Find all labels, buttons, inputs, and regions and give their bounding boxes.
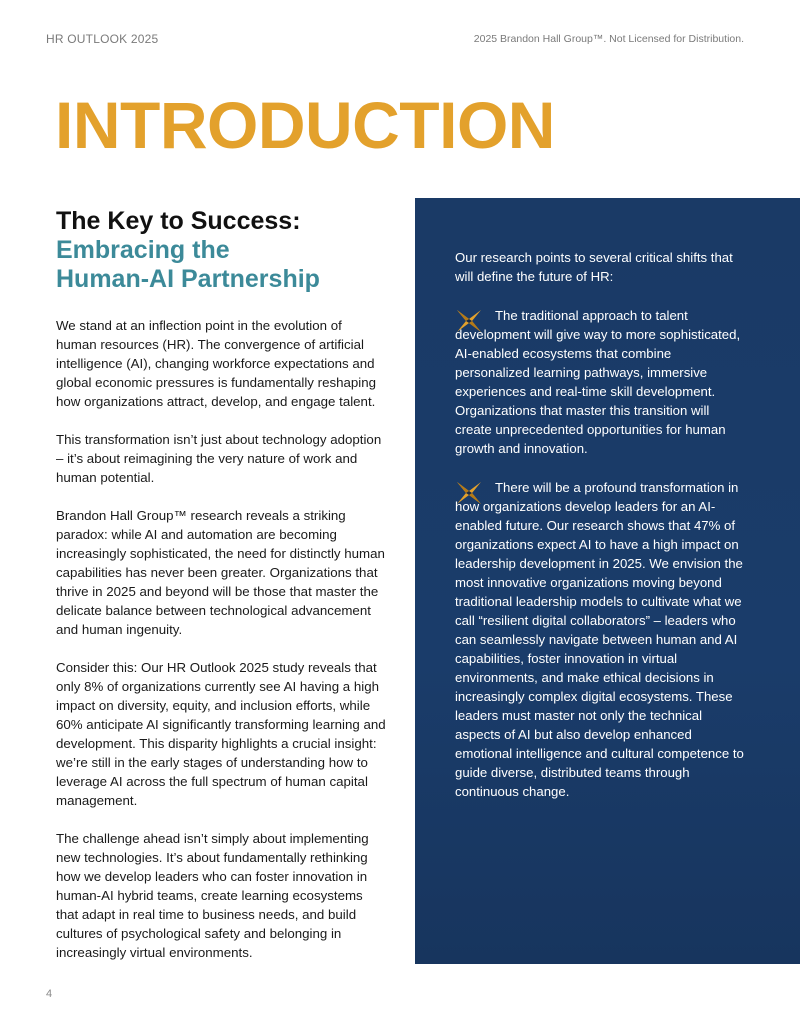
body-paragraph-2: This transformation isn’t just about technology adoption – it’s about reimagining the very nature of work and human potential. [56,432,382,485]
left-column [56,207,386,962]
body-paragraph-4: Consider this: Our HR Outlook 2025 study reveals that only 8% of organizations currently see AI having a high impact on diversity, equity, and inclusion efforts, while 60% anticipate AI significantly transforming learning and development. This disparity highlights a crucial insight: we’re still in the early stages of understanding how to leverage AI across the full spectrum of human capital management. [56,660,386,808]
body-paragraph-5: The challenge ahead isn’t simply about implementing new technologies. It’s about fundamentally rethinking how we develop leaders who can foster innovation in human-AI hybrid teams, create learning ecosystems that adapt in real time to business needs, and build cultures of psychological safety and belonging in increasingly virtual environments. [56,831,369,960]
shift-bullet-1-text: The traditional approach to talent development will give way to more sophisticated, AI-enabled ecosystems that combine personalized learning pathways, immersive experiences and real-time skill development. Organizations that master this transition will create unprecedented opportunities for human growth and innovation. [455,308,741,456]
panel-content [455,248,747,821]
page-number: 4 [46,988,53,1000]
key-shifts-panel [415,198,800,964]
body-paragraph-1: We stand at an inflection point in the evolution of human resources (HR). The convergence of artificial intelligence (AI), changing workforce expectations and global economic pressures is fundamentally reshaping how organizations attract, develop, and engage talent. [56,318,377,409]
header-report-title: HR OUTLOOK 2025 [46,32,159,46]
x-mark-icon [455,308,483,334]
subheading-line-2: Human-AI Partnership [56,265,320,293]
subheading-line-1: Embracing the [56,236,230,264]
shift-bullet-1 [455,306,747,458]
x-mark-icon [455,480,483,506]
panel-intro: Our research points to several critical shifts that will define the future of HR: [455,250,733,284]
header-copyright: 2025 Brandon Hall Group™. Not Licensed for Distribution. [473,33,744,45]
section-heading: The Key to Success: [56,207,301,235]
section-subheading [56,236,386,294]
body-paragraph-3: Brandon Hall Group™ research reveals a striking paradox: while AI and automation are becoming increasingly sophisticated, the need for distinctly human capabilities has never been greater. Organizations that thrive in 2025 and beyond will be those that master the delicate balance between technological advancement and human ingenuity. [56,508,385,637]
page-title: INTRODUCTION [55,88,555,162]
shift-bullet-2-text: There will be a profound transformation in how organizations develop leaders for an AI-enabled future. Our research shows that 47% of organizations expect AI to have a high impact on leadership development in 2025. We envision the most innovative organizations moving beyond traditional leadership models to cultivate what we call “resilient digital collaborators” – leaders who can seamlessly navigate between human and AI capabilities, foster innovation in virtual environments, and make ethical decisions in increasingly complex digital ecosystems. These leaders must master not only the technical aspects of AI but also develop enhanced emotional intelligence and cultural competence to guide diverse, distributed teams through continuous change. [455,480,744,799]
shift-bullet-2 [455,478,747,801]
